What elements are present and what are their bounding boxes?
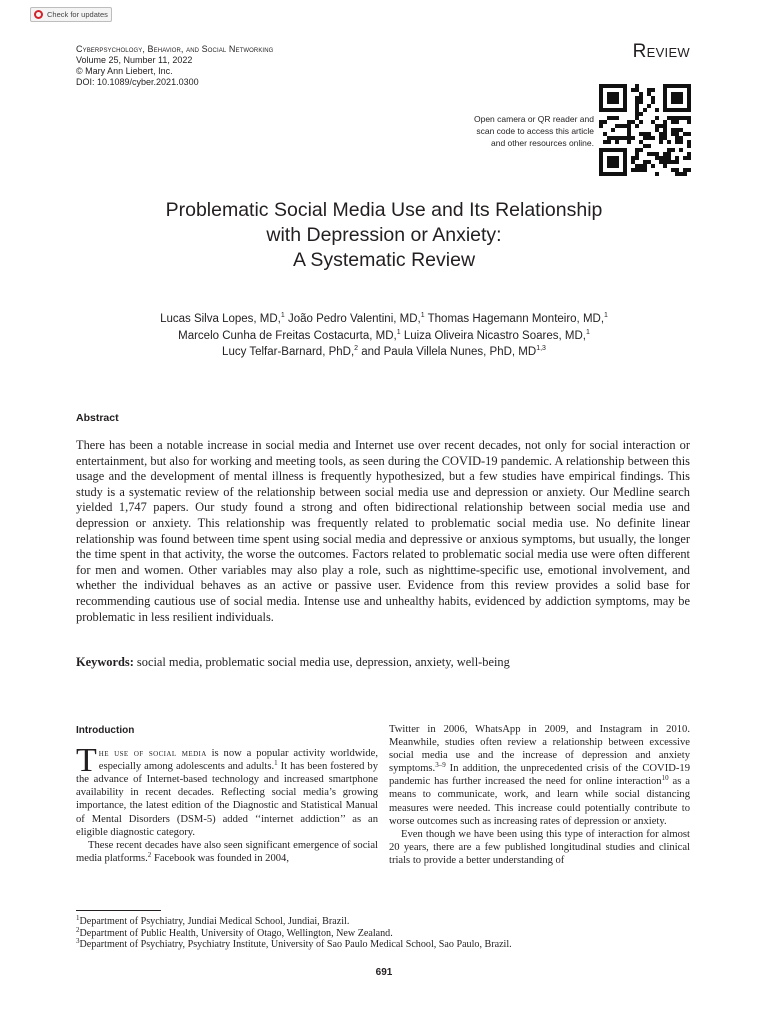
author-affiliation: 1 bbox=[604, 312, 608, 319]
introduction-heading: Introduction bbox=[76, 725, 135, 736]
abstract-heading: Abstract bbox=[76, 412, 119, 424]
footnote-text: Department of Psychiatry, Jundiai Medical School, Jundiai, Brazil. bbox=[79, 916, 350, 927]
footnotes bbox=[76, 916, 690, 951]
footnote bbox=[76, 916, 690, 928]
author-affiliation: 1,3 bbox=[536, 345, 546, 352]
abstract-body: There has been a notable increase in social media and Internet use over recent decades, not only for social interaction or entertainment, but also for working and meeting tools, as seen during the COVID-19 pandemic. A relationship between this usage and the development of mental illness is frequently hypothesized, but a few studies have empirical findings. This study is a systematic review of the relationship between social media use and depression or anxiety. Our Medline search yielded 1,747 papers. Our study found a strong and often bidirectional relationship between social media use and depression or anxiety. This relationship was frequently related to problematic social media use. No definite linear relationship was found between time spent using social media and depressive or anxious symptoms, but usually, the longer the time spent in that activity, the worse the outcomes. Factors related to problematic social media use were often different for men and women. Other variables may also play a role, such as nighttime-specific use, emotional involvement, and whether the individual behaves as an active or passive user. Evidence from this review provides a solid base for recommending cautious use of social media. Intense use and unhealthy habits, evidenced by addiction symptoms, may be problematic in less resilient individuals. bbox=[76, 438, 690, 624]
footnote bbox=[76, 925, 690, 940]
keywords-label: Keywords: bbox=[76, 655, 134, 669]
footnote-mark: 2 bbox=[76, 925, 80, 934]
journal-name: Cyberpsychology, Behavior, and Social Networking bbox=[76, 44, 274, 54]
author-name: Lucas Silva Lopes, MD, bbox=[160, 313, 281, 325]
journal-info bbox=[76, 44, 273, 88]
footnote-text: Department of Public Health, University of Otago, Wellington, New Zealand. bbox=[79, 927, 393, 939]
title-line: A Systematic Review bbox=[292, 249, 476, 271]
qr-instructions-line: and other resources online. bbox=[490, 138, 594, 148]
author-line bbox=[84, 344, 684, 361]
body-column-left bbox=[76, 723, 378, 865]
citation-ref: 2 bbox=[147, 850, 152, 859]
drop-cap: T bbox=[76, 742, 97, 780]
crossmark-icon bbox=[34, 10, 43, 19]
author-line bbox=[84, 311, 684, 328]
footnote-text: Department of Psychiatry, Psychiatry Institute, University of Sao Paulo Medical School, Sao Paulo, Brazil. bbox=[79, 939, 512, 950]
citation-ref: 1 bbox=[274, 759, 278, 768]
paragraph-text: is now a popular activity worldwide, especially among adolescents and adults. bbox=[98, 748, 378, 773]
qr-instructions bbox=[414, 113, 594, 149]
author-name: Marcelo Cunha de Freitas Costacurta, MD, bbox=[178, 329, 397, 342]
author-affiliation: 2 bbox=[354, 345, 359, 352]
journal-doi[interactable]: DOI: 10.1089/cyber.2021.0300 bbox=[76, 77, 199, 87]
body-column-right bbox=[389, 723, 690, 867]
footnote-divider bbox=[76, 910, 161, 911]
title-line: with Depression or Anxiety: bbox=[266, 224, 502, 246]
article-type-label: Review bbox=[632, 41, 690, 62]
journal-volume: Volume 25, Number 11, 2022 bbox=[76, 55, 193, 65]
article-title bbox=[84, 198, 684, 273]
paragraph-text: Facebook was founded in 2004, bbox=[151, 852, 289, 864]
check-for-updates-label: Check for updates bbox=[47, 10, 108, 19]
author-affiliation: 1 bbox=[280, 312, 285, 319]
keywords-text: social media, problematic social media use, depression, anxiety, well-being bbox=[133, 655, 510, 669]
paragraph-text: In addition, the unprecedented crisis of the COVID-19 pandemic has further increased the need for online interaction bbox=[389, 763, 690, 788]
paragraph bbox=[76, 839, 378, 865]
paragraph-text: as a means to communicate, work, and learn while social distancing measures were needed. This increase could potentially contribute to worse outcomes such as increasing rates of depression or anxiety. bbox=[389, 776, 690, 827]
author-affiliation: 1 bbox=[396, 328, 401, 336]
author-name: and Paula Villela Nunes, PhD, MD bbox=[358, 346, 537, 358]
paragraph: Even though we have been using this type of interaction for almost 20 years, there are a few published longitudinal studies and clinical trials to provide a better understanding of bbox=[389, 828, 690, 866]
author-affiliation: 1 bbox=[420, 312, 425, 319]
paragraph bbox=[76, 742, 378, 839]
title-line: Problematic Social Media Use and Its Relationship bbox=[165, 199, 603, 221]
author-list bbox=[84, 311, 684, 361]
journal-copyright: © Mary Ann Liebert, Inc. bbox=[76, 66, 173, 76]
citation-ref: 3–9 bbox=[435, 761, 446, 770]
author-line bbox=[84, 328, 684, 345]
footnote-mark: 3 bbox=[76, 937, 80, 945]
author-name: Luiza Oliveira Nicastro Soares, MD, bbox=[400, 329, 586, 342]
paragraph bbox=[389, 723, 690, 828]
author-name: Thomas Hagemann Monteiro, MD, bbox=[424, 313, 605, 325]
paragraph-text: It has been fostered by the advance of Internet-based technology and increased smartphone availability in recent decades. Reflecting social media’s growing importance, the latest edition of the Diagnostic and Statistical Manual of Mental Disorders (DSM-5) added ‘‘internet addiction’’ as an eligible diagnostic category. bbox=[76, 761, 378, 838]
author-name: João Pedro Valentini, MD, bbox=[284, 313, 421, 325]
qr-code-icon[interactable] bbox=[599, 84, 691, 176]
lead-in-text: he use of social media bbox=[98, 748, 207, 760]
qr-instructions-line: scan code to access this article bbox=[476, 126, 594, 136]
footnote-mark: 1 bbox=[76, 914, 80, 922]
paragraph-text: These recent decades have also seen significant emergence of social media platforms. bbox=[76, 839, 378, 864]
check-for-updates-badge[interactable] bbox=[30, 7, 112, 22]
author-affiliation: 1 bbox=[585, 328, 590, 336]
qr-instructions-line: Open camera or QR reader and bbox=[473, 114, 594, 124]
page-number: 691 bbox=[375, 967, 393, 978]
author-name: Lucy Telfar-Barnard, PhD, bbox=[222, 346, 355, 358]
footnote bbox=[76, 939, 690, 951]
keywords bbox=[76, 655, 690, 671]
paragraph-text: Twitter in 2006, WhatsApp in 2009, and Instagram in 2010. Meanwhile, studies often review a relationship between excessive social media use and the increase of depression and anxiety symptoms. bbox=[389, 724, 690, 775]
citation-ref: 10 bbox=[661, 774, 669, 783]
